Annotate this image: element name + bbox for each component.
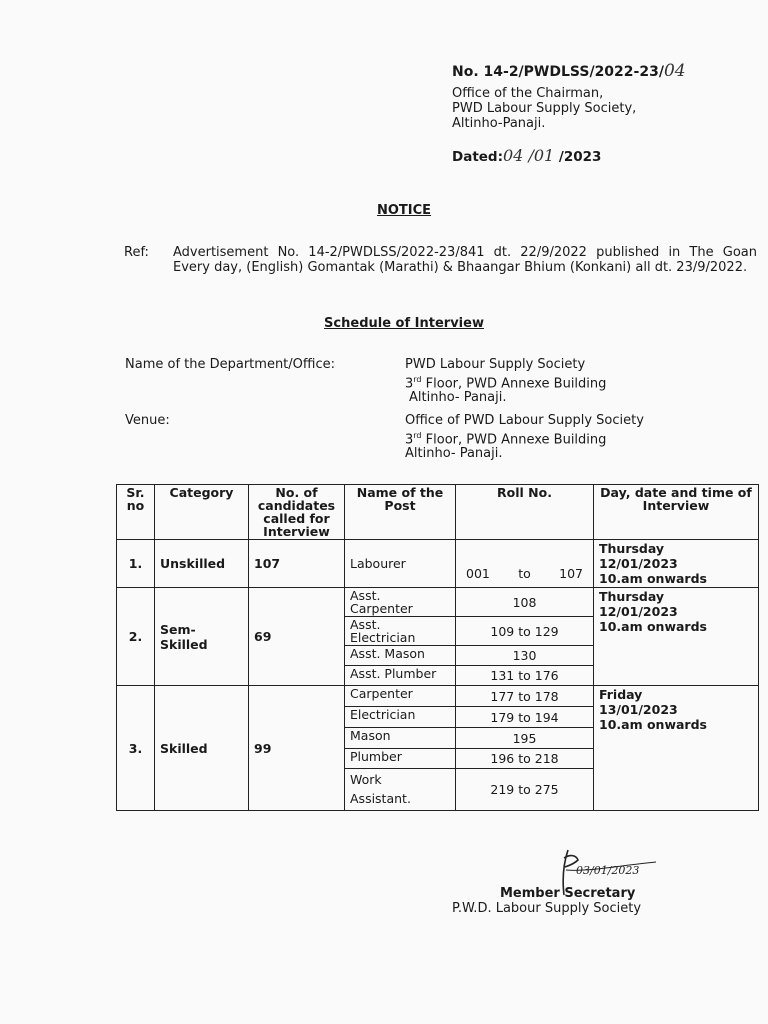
venue-line-2: [405, 429, 644, 448]
header-category: Category: [155, 485, 249, 540]
roll-cell: 131 to 176: [456, 666, 594, 686]
dated-label: Dated:: [452, 149, 503, 165]
schedule-table: [116, 484, 759, 811]
category-cell: Skilled: [155, 686, 249, 811]
count-cell: 99: [249, 686, 345, 811]
sr-cell: 1.: [117, 540, 155, 588]
table-row: [117, 540, 759, 588]
floor-rest: Floor, PWD Annexe Building: [421, 431, 607, 447]
dated-year: /2023: [554, 149, 602, 165]
roll-cell: 177 to 178: [456, 686, 594, 707]
floor-rest: Floor, PWD Annexe Building: [421, 375, 607, 391]
schedule-title: Schedule of Interview: [324, 316, 484, 331]
day-name: Thursday: [599, 589, 665, 604]
roll-cell: 130: [456, 646, 594, 666]
venue-label: Venue:: [125, 413, 170, 428]
dated-day: 04: [503, 146, 524, 165]
roll-cell: 179 to 194: [456, 707, 594, 728]
department-line-1: PWD Labour Supply Society: [405, 357, 586, 372]
post-text: Asst. Carpenter: [350, 588, 413, 616]
day-cell: [594, 686, 759, 811]
day-time: 10.am onwards: [599, 619, 707, 634]
roll-to: 107: [559, 566, 583, 581]
roll-cell: 108: [456, 588, 594, 617]
floor-number: 3: [405, 431, 414, 447]
dated-line: [452, 148, 752, 165]
header-count: No. of candidates called for Interview: [249, 485, 345, 540]
roll-cell: 195: [456, 728, 594, 749]
office-line-1: Office of the Chairman,: [452, 86, 604, 101]
notice-title: NOTICE: [376, 203, 432, 218]
day-date: 12/01/2023: [599, 604, 678, 619]
count-cell: 107: [249, 540, 345, 588]
office-line-2: PWD Labour Supply Society,: [452, 101, 637, 116]
ref-label: Ref:: [124, 245, 149, 260]
department-line-3: Altinho- Panaji.: [409, 390, 507, 406]
floor-number: 3: [405, 375, 414, 391]
table-row: [117, 588, 759, 617]
post-cell: Plumber: [345, 749, 456, 769]
venue-line-1: Office of PWD Labour Supply Society: [405, 413, 644, 428]
department-line-2: [405, 373, 606, 392]
day-date: 13/01/2023: [599, 702, 678, 717]
header-day: Day, date and time of Interview: [594, 485, 759, 540]
header-post: Name of the Post: [345, 485, 456, 540]
post-cell: Mason: [345, 728, 456, 749]
header-sr: Sr. no: [117, 485, 155, 540]
roll-from: 001: [466, 566, 490, 581]
roll-cell: 196 to 218: [456, 749, 594, 769]
dated-month: 01: [533, 146, 555, 165]
venue-value: [405, 414, 644, 462]
day-cell: [594, 588, 759, 686]
reference-number-handwritten: 04: [663, 61, 686, 81]
count-cell: 69: [249, 588, 345, 686]
department-label: Name of the Department/Office:: [125, 357, 335, 372]
floor-suffix: rd: [413, 374, 422, 384]
post-text: Work Assistant.: [350, 772, 411, 806]
day-name: Thursday: [599, 541, 665, 556]
header-roll: Roll No.: [456, 485, 594, 540]
office-line-3: Altinho-Panaji.: [452, 116, 546, 131]
dated-separator: /: [523, 146, 534, 165]
signatory-org: P.W.D. Labour Supply Society: [452, 901, 642, 916]
signatory-block: [452, 886, 672, 916]
day-time: 10.am onwards: [599, 717, 707, 732]
post-cell: Asst. Mason: [345, 646, 456, 666]
reference-number: [452, 61, 752, 81]
post-cell: Carpenter: [345, 686, 456, 707]
post-cell: Labourer: [345, 540, 456, 588]
floor-suffix: rd: [413, 430, 422, 440]
sr-cell: 2.: [117, 588, 155, 686]
post-cell: [345, 588, 456, 617]
table-row: [117, 686, 759, 707]
post-cell: Electrician: [345, 707, 456, 728]
day-time: 10.am onwards: [599, 571, 707, 586]
day-name: Friday: [599, 687, 643, 702]
day-date: 12/01/2023: [599, 556, 678, 571]
reference-number-printed: No. 14-2/PWDLSS/2022-23/: [452, 64, 664, 80]
signature-date: 03/01/2023: [576, 864, 640, 877]
reference-header: [452, 61, 752, 165]
roll-cell: 219 to 275: [456, 769, 594, 811]
signatory-title: Member Secretary: [500, 886, 636, 901]
table-header-row: [117, 485, 759, 540]
ref-text: Advertisement No. 14-2/PWDLSS/2022-23/841 dt. 22/9/2022 published in The Goan Every day, (English) Gomantak (Marathi) & Bhaangar Bhium (Konkani) all dt. 23/9/2022.: [173, 245, 757, 275]
category-cell: Unskilled: [155, 540, 249, 588]
sr-cell: 3.: [117, 686, 155, 811]
venue-line-3: Altinho- Panaji.: [405, 446, 503, 462]
roll-cell: [456, 540, 594, 588]
department-value: [405, 358, 606, 406]
roll-range: [466, 566, 583, 581]
post-cell: [345, 769, 456, 811]
day-cell: [594, 540, 759, 588]
roll-cell: 109 to 129: [456, 617, 594, 646]
post-cell: [345, 617, 456, 646]
post-cell: Asst. Plumber: [345, 666, 456, 686]
roll-to-word: to: [518, 566, 531, 581]
category-cell: [155, 588, 249, 686]
post-text: Asst. Electrician: [350, 617, 416, 645]
category-text: Sem- Skilled: [160, 621, 208, 652]
